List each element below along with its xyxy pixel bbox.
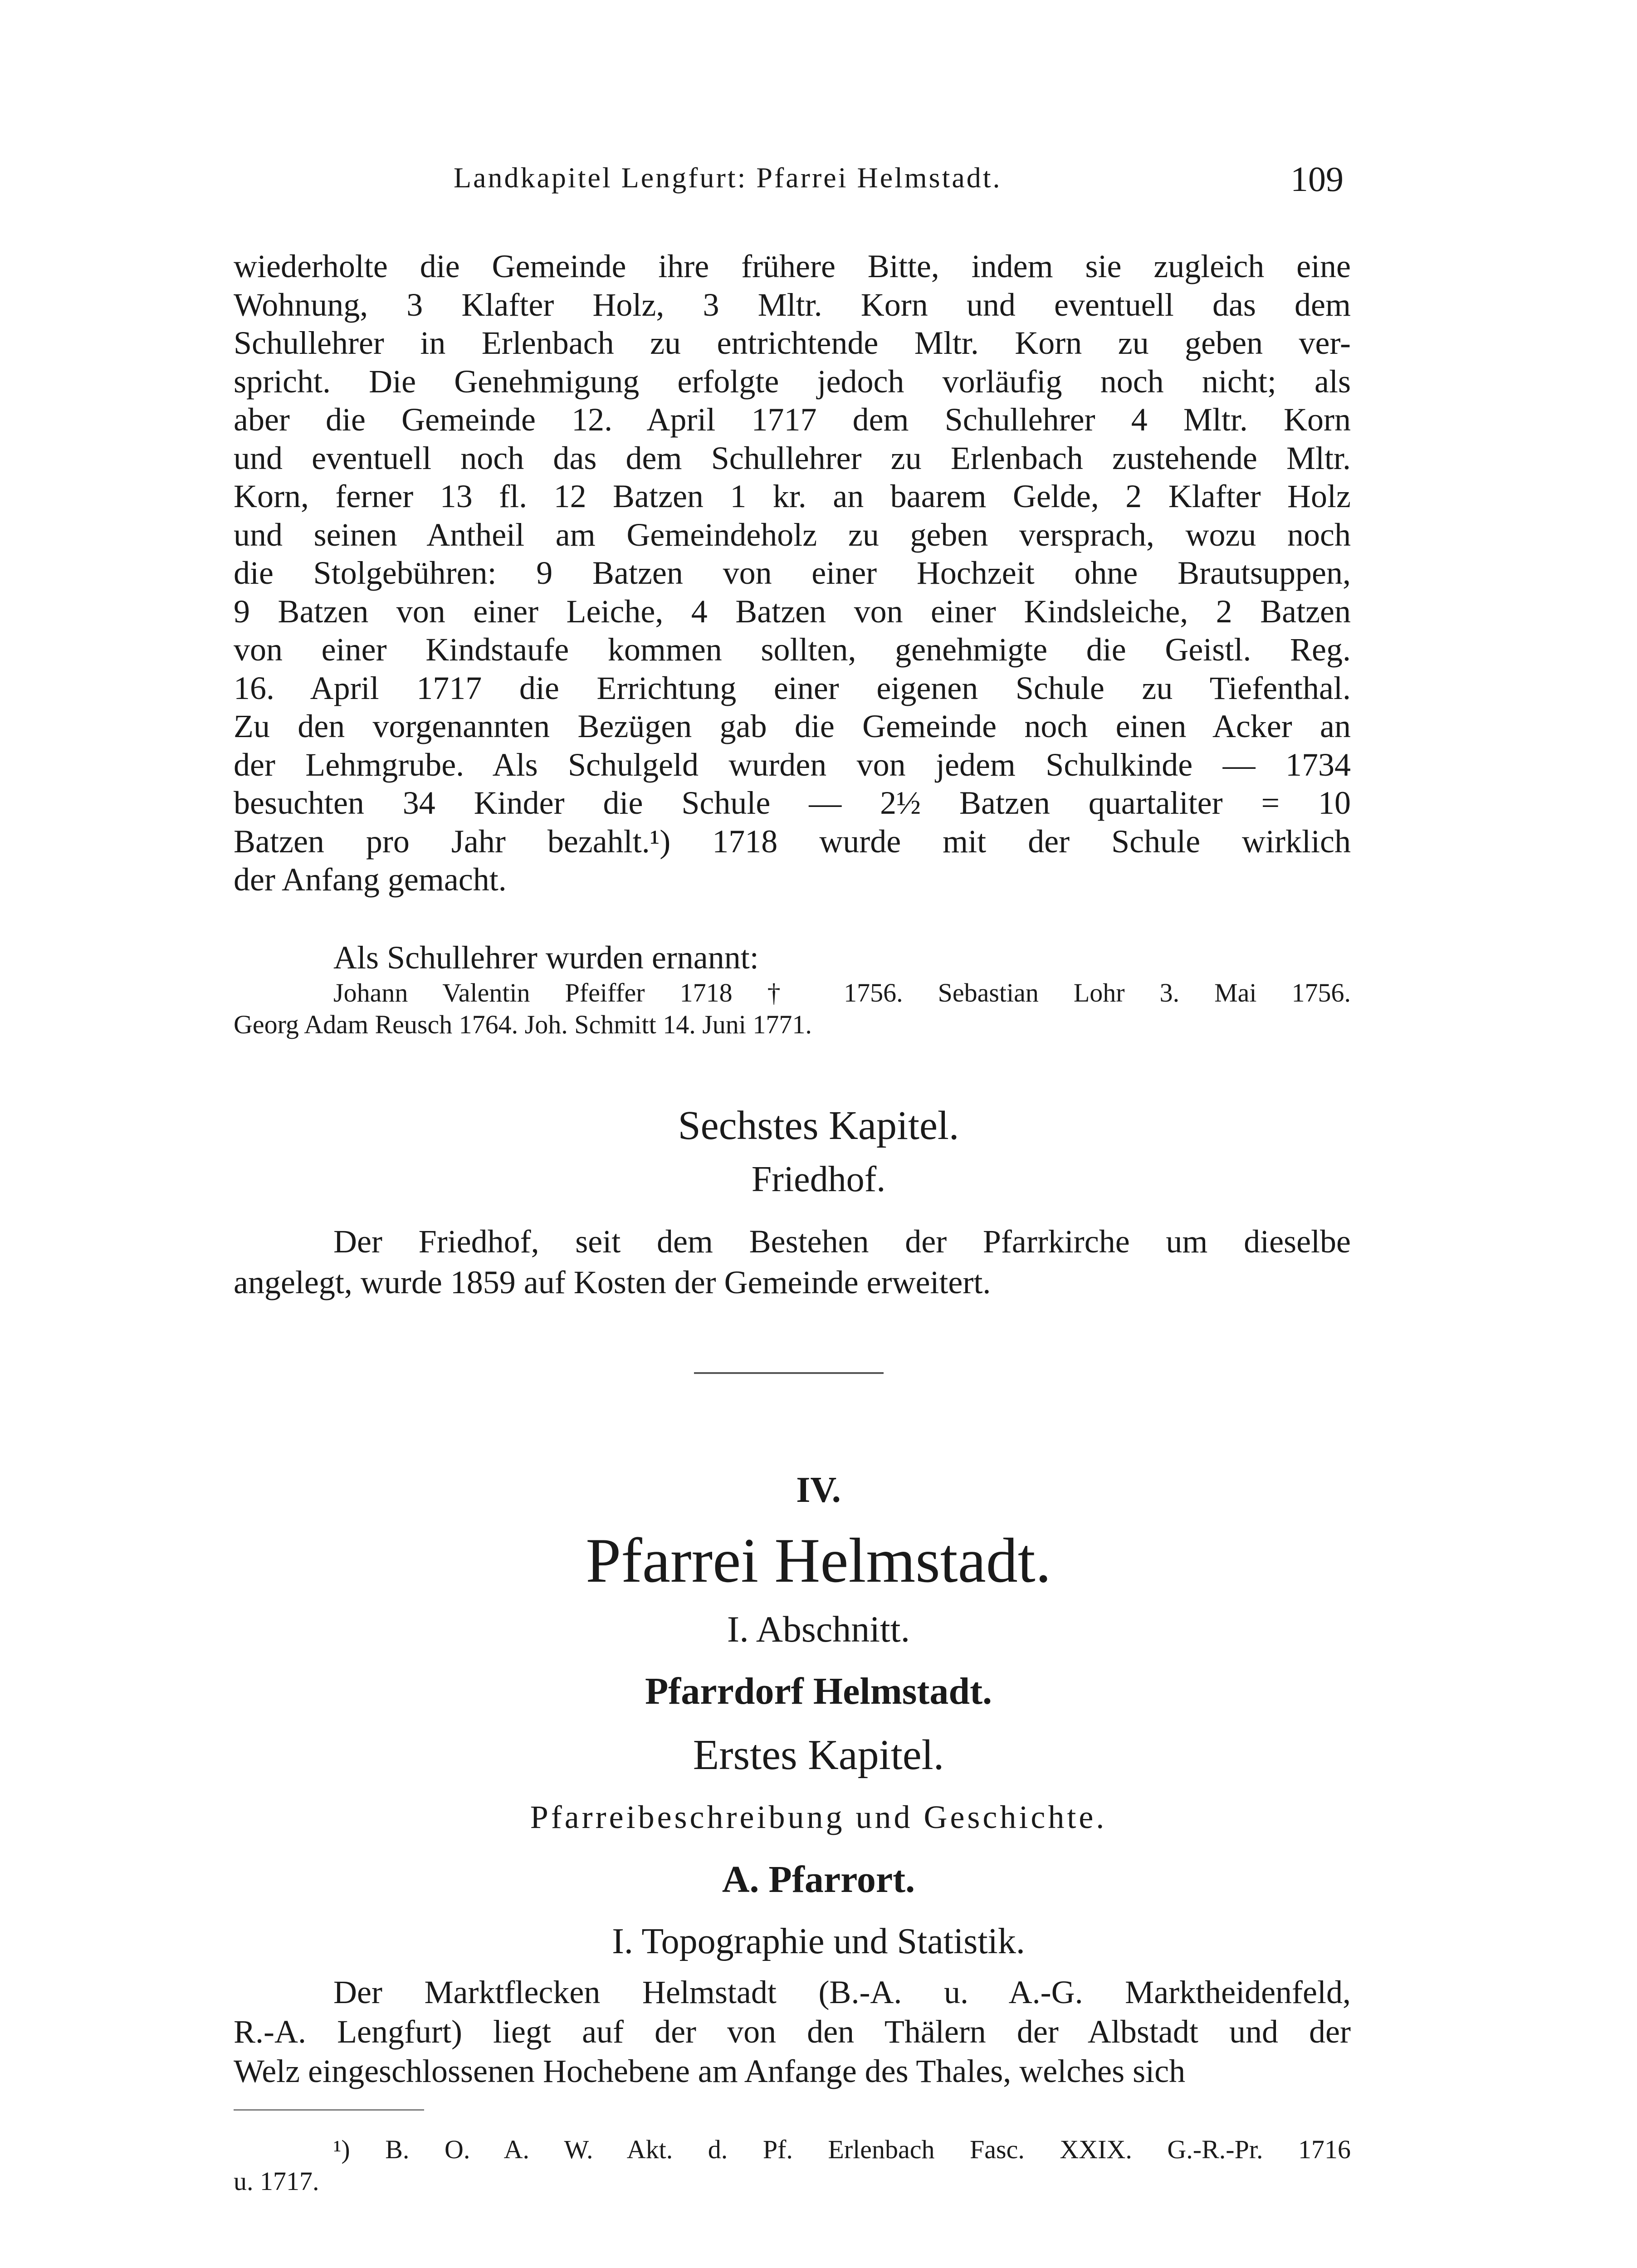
body-line: Wohnung, 3 Klafter Holz, 3 Mltr. Korn und eventuell das dem xyxy=(234,286,1351,323)
place-heading: Pfarrdorf Helmstadt. xyxy=(645,1670,992,1712)
body-line: der Lehmgrube. Als Schulgeld wurden von jedem Schulkinde — 1734 xyxy=(234,746,1351,783)
page-number: 109 xyxy=(1290,159,1344,199)
body-line: aber die Gemeinde 12. April 1717 dem Schullehrer 4 Mltr. Korn xyxy=(234,401,1351,438)
body-line: Batzen pro Jahr bezahlt.¹) 1718 wurde mit der Schule wirklich xyxy=(234,823,1351,860)
section-numeral: IV. xyxy=(796,1470,841,1510)
body-line: von einer Kindstaufe kommen sollten, genehmigte die Geistl. Reg. xyxy=(234,631,1351,668)
part-heading: I. Abschnitt. xyxy=(727,1608,910,1650)
body-line: Schullehrer in Erlenbach zu entrichtende Mltr. Korn zu geben ver- xyxy=(234,325,1351,361)
body-line: Der Friedhof, seit dem Bestehen der Pfarrkirche um dieselbe xyxy=(333,1223,1351,1260)
body-line: Korn, ferner 13 fl. 12 Batzen 1 kr. an baarem Gelde, 2 Klafter Holz xyxy=(234,478,1351,514)
chapter-heading: Erstes Kapitel. xyxy=(693,1731,944,1779)
footnote-line: ¹) B. O. A. W. Akt. d. Pf. Erlenbach Fasc. XXIX. G.-R.-Pr. 1716 xyxy=(333,2135,1351,2164)
body-line: wiederholte die Gemeinde ihre frühere Bitte, indem sie zugleich eine xyxy=(234,248,1351,284)
body-line: die Stolgebühren: 9 Batzen von einer Hochzeit ohne Brautsuppen, xyxy=(234,555,1351,591)
body-line: angelegt, wurde 1859 auf Kosten der Gemeinde erweitert. xyxy=(234,1264,991,1300)
body-line: spricht. Die Genehmigung erfolgte jedoch vorläufig noch nicht; als xyxy=(234,363,1351,400)
footnote-line: u. 1717. xyxy=(234,2166,319,2196)
section-divider xyxy=(694,1372,884,1374)
body-line: Zu den vorgenannten Bezügen gab die Gemeinde noch einen Acker an xyxy=(234,708,1351,744)
body-line: der Anfang gemacht. xyxy=(234,861,507,898)
running-title: Landkapitel Lengfurt: Pfarrei Helmstadt. xyxy=(454,161,1002,194)
body-line: Welz eingeschlossenen Hochebene am Anfange des Thales, welches sich xyxy=(234,2053,1186,2089)
body-line: 9 Batzen von einer Leiche, 4 Batzen von einer Kindsleiche, 2 Batzen xyxy=(234,593,1351,630)
body-line: und eventuell noch das dem Schullehrer zu Erlenbach zustehende Mltr. xyxy=(234,440,1351,476)
body-line: R.-A. Lengfurt) liegt auf der von den Thälern der Albstadt und der xyxy=(234,2014,1351,2050)
subsection-heading: A. Pfarrort. xyxy=(722,1858,915,1901)
body-line: 16. April 1717 die Errichtung einer eigenen Schule zu Tiefenthal. xyxy=(234,670,1351,706)
teachers-intro: Als Schullehrer wurden ernannt: xyxy=(333,939,759,976)
chapter-heading: Sechstes Kapitel. xyxy=(678,1103,959,1148)
teachers-list-line: Georg Adam Reusch 1764. Joh. Schmitt 14. Juni 1771. xyxy=(234,1010,812,1039)
teachers-list-line: Johann Valentin Pfeiffer 1718 † 1756. Sebastian Lohr 3. Mai 1756. xyxy=(333,978,1351,1007)
chapter-subtitle: Friedhof. xyxy=(751,1159,886,1199)
subsubsection-heading: I. Topographie und Statistik. xyxy=(612,1921,1025,1961)
body-line: besuchten 34 Kinder die Schule — 2½ Batzen quartaliter = 10 xyxy=(234,785,1351,821)
section-title: Pfarrei Helmstadt. xyxy=(586,1525,1051,1596)
footnote-rule xyxy=(234,2109,424,2111)
chapter-subtitle: Pfarreibeschreibung und Geschichte. xyxy=(530,1799,1107,1835)
body-line: Der Marktflecken Helmstadt (B.-A. u. A.-G. Marktheidenfeld, xyxy=(333,1974,1351,2010)
body-line: und seinen Antheil am Gemeindeholz zu geben versprach, wozu noch xyxy=(234,516,1351,553)
